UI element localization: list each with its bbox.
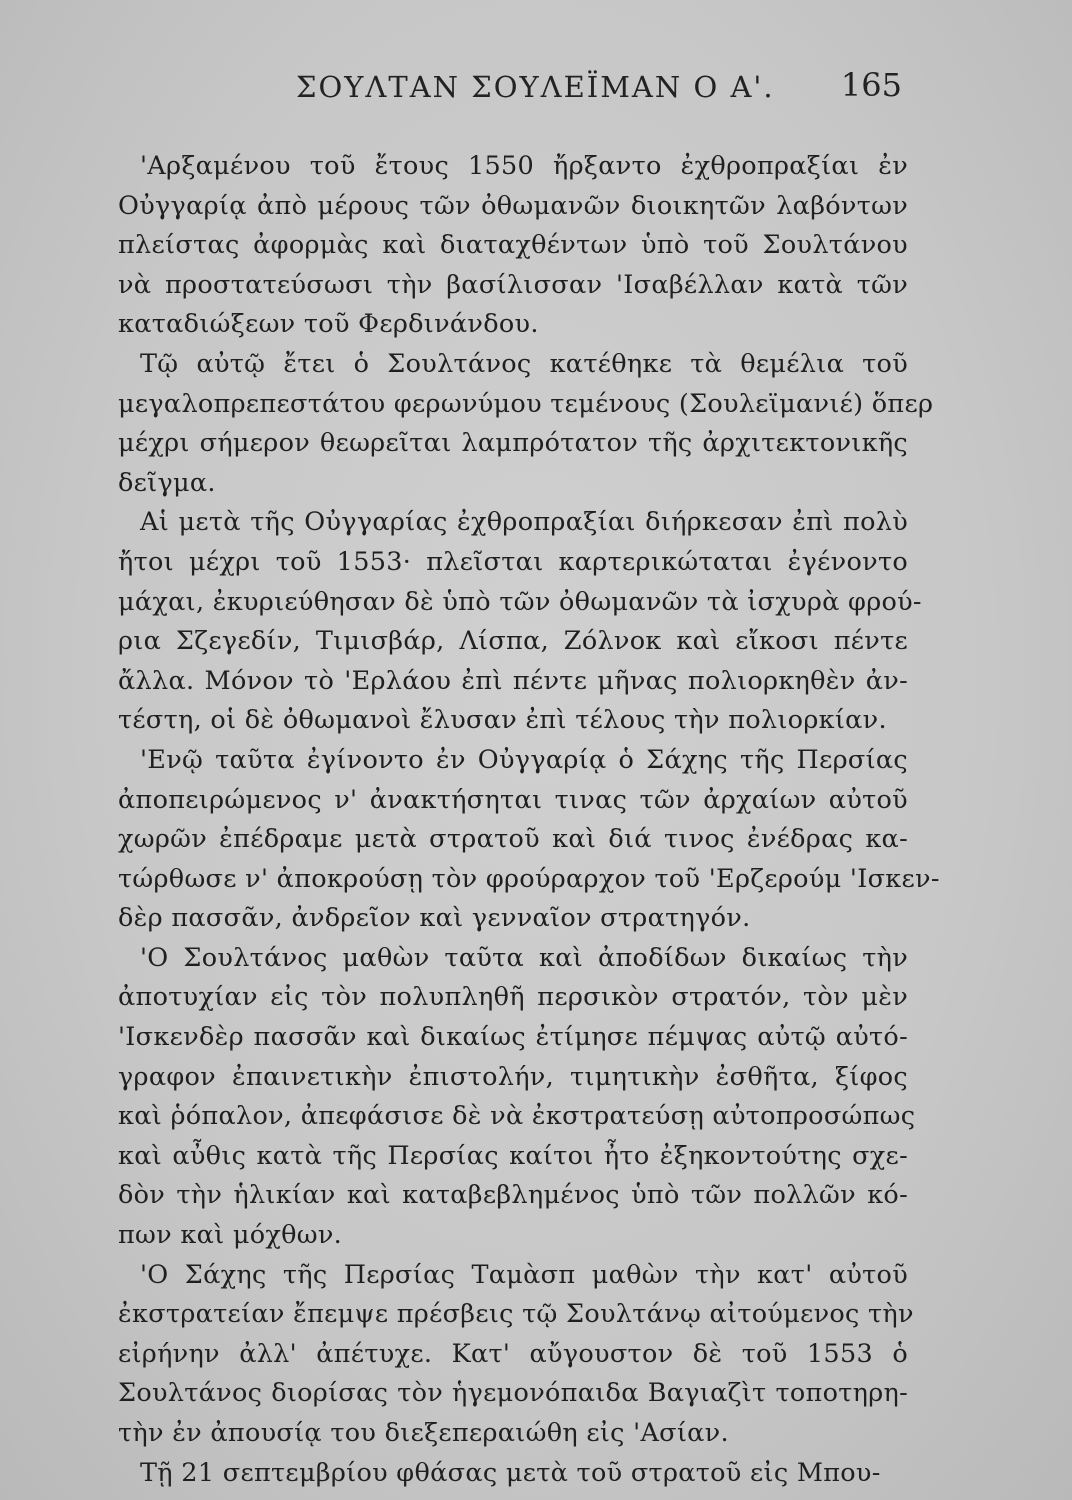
text-line: μέχρι σήμερον θεωρεῖται λαμπρότατον τῆς ἀρχιτεκτονικῆς — [118, 428, 908, 459]
text-line: Τῇ 21 σεπτεμβρίου φθάσας μετὰ τοῦ στρατοῦ εἰς Μπου- — [140, 1457, 881, 1488]
text-line: 'Ο Σάχης τῆς Περσίας Ταμὰσπ μαθὼν τὴν κατ' αὐτοῦ — [140, 1259, 908, 1290]
paragraph — [118, 1454, 908, 1494]
text-line: ἀποτυχίαν εἰς τὸν πολυπληθῆ περσικὸν στρατόν, τὸν μὲν — [118, 982, 908, 1013]
page-number: 165 — [840, 66, 902, 104]
text-line: καὶ αὖθις κατὰ τῆς Περσίας καίτοι ἦτο ἐξηκοντούτης σχε- — [118, 1140, 908, 1171]
text-line: ἐκστρατείαν ἔπεμψε πρέσβεις τῷ Σουλτάνῳ αἰτούμενος τὴν — [118, 1299, 914, 1330]
text-line: τώρθωσε ν' ἀποκρούσῃ τὸν φρούραρχον τοῦ 'Ερζερούμ 'Ισκεν- — [118, 863, 940, 894]
text-line: ρια Σζεγεδίν, Τιμισβάρ, Λίσπα, Ζόλνοκ καὶ εἴκοσι πέντε — [118, 626, 908, 657]
text-line: Αἱ μετὰ τῆς Οὐγγαρίας ἐχθροπραξίαι διήρκεσαν ἐπὶ πολὺ — [140, 507, 908, 538]
text-line: καταδιώξεων τοῦ Φερδινάνδου. — [118, 309, 539, 340]
text-line: 'Αρξαμένου τοῦ ἔτους 1550 ἤρξαντο ἐχθροπραξίαι ἐν — [140, 151, 908, 181]
text-line: χωρῶν ἐπέδραμε μετὰ στρατοῦ καὶ διά τινος ἐνέδρας κα- — [118, 824, 908, 855]
text-line: δεῖγμα. — [118, 467, 216, 498]
text-line: τὴν ἐν ἀπουσίᾳ του διεξεπεραιώθη εἰς 'Ασίαν. — [118, 1418, 729, 1448]
text-line: 'Ενῷ ταῦτα ἐγίνοντο ἐν Οὐγγαρίᾳ ὁ Σάχης τῆς Περσίας — [140, 744, 908, 775]
text-line: μάχαι, ἐκυριεύθησαν δὲ ὑπὸ τῶν ὀθωμανῶν τὰ ἰσχυρὰ φρού- — [118, 586, 922, 617]
text-line: πων καὶ μόχθων. — [118, 1220, 343, 1251]
paragraph — [118, 345, 934, 503]
text-line: καὶ ῥόπαλον, ἀπεφάσισε δὲ νὰ ἐκστρατεύσῃ αὐτοπροσώπως — [118, 1101, 916, 1132]
text-line: 'Ισκενδὲρ πασσᾶν καὶ δικαίως ἐτίμησε πέμψας αὐτῷ αὐτό- — [118, 1022, 908, 1053]
paragraph — [118, 147, 908, 345]
paragraph — [118, 1256, 914, 1454]
text-line: τέστη, οἱ δὲ ὀθωμανοὶ ἔλυσαν ἐπὶ τέλους τὴν πολιορκίαν. — [118, 705, 887, 736]
text-line: μεγαλοπρεπεστάτου φερωνύμου τεμένους (Σουλεϊμανιέ) ὅπερ — [118, 388, 934, 419]
text-line: νὰ προστατεύσωσι τὴν βασίλισσαν 'Ισαβέλλαν κατὰ τῶν — [118, 269, 908, 300]
body-text — [118, 147, 940, 1493]
text-line: ἄλλα. Μόνον τὸ 'Ερλάου ἐπὶ πέντε μῆνας πολιορκηθὲν ἀν- — [118, 665, 908, 696]
text-line: εἰρήνην ἀλλ' ἀπέτυχε. Κατ' αὔγουστον δὲ τοῦ 1553 ὁ — [118, 1338, 908, 1369]
text-line: Σουλτάνος διορίσας τὸν ἡγεμονόπαιδα Βαγιαζὶτ τοποτηρη- — [118, 1378, 908, 1409]
page-header — [118, 66, 908, 114]
running-title: ΣΟΥΛΤΑΝ ΣΟΥΛΕΪΜΑΝ Ο Α'. — [296, 70, 775, 104]
paragraph — [118, 503, 922, 741]
paragraph — [118, 741, 940, 939]
text-line: 'Ο Σουλτάνος μαθὼν ταῦτα καὶ ἀποδίδων δικαίως τὴν — [140, 942, 908, 973]
text-line: γραφον ἐπαινετικὴν ἐπιστολήν, τιμητικὴν ἐσθῆτα, ξίφος — [118, 1061, 908, 1092]
text-line: ἤτοι μέχρι τοῦ 1553· πλεῖσται καρτερικώταται ἐγένοντο — [118, 546, 908, 577]
paragraph — [118, 939, 916, 1256]
text-line: δὸν τὴν ἡλικίαν καὶ καταβεβλημένος ὑπὸ τῶν πολλῶν κό- — [118, 1180, 908, 1211]
text-line: δὲρ πασσᾶν, ἀνδρεῖον καὶ γενναῖον στρατηγόν. — [118, 903, 751, 934]
text-line: Οὐγγαρίᾳ ἀπὸ μέρους τῶν ὀθωμανῶν διοικητῶν λαβόντων — [118, 190, 908, 221]
text-line: ἀποπειρώμενος ν' ἀνακτήσηται τινας τῶν ἀρχαίων αὐτοῦ — [118, 784, 908, 815]
text-line: πλείστας ἀφορμὰς καὶ διαταχθέντων ὑπὸ τοῦ Σουλτάνου — [118, 230, 908, 261]
text-line: Τῷ αὐτῷ ἔτει ὁ Σουλτάνος κατέθηκε τὰ θεμέλια τοῦ — [140, 348, 908, 379]
